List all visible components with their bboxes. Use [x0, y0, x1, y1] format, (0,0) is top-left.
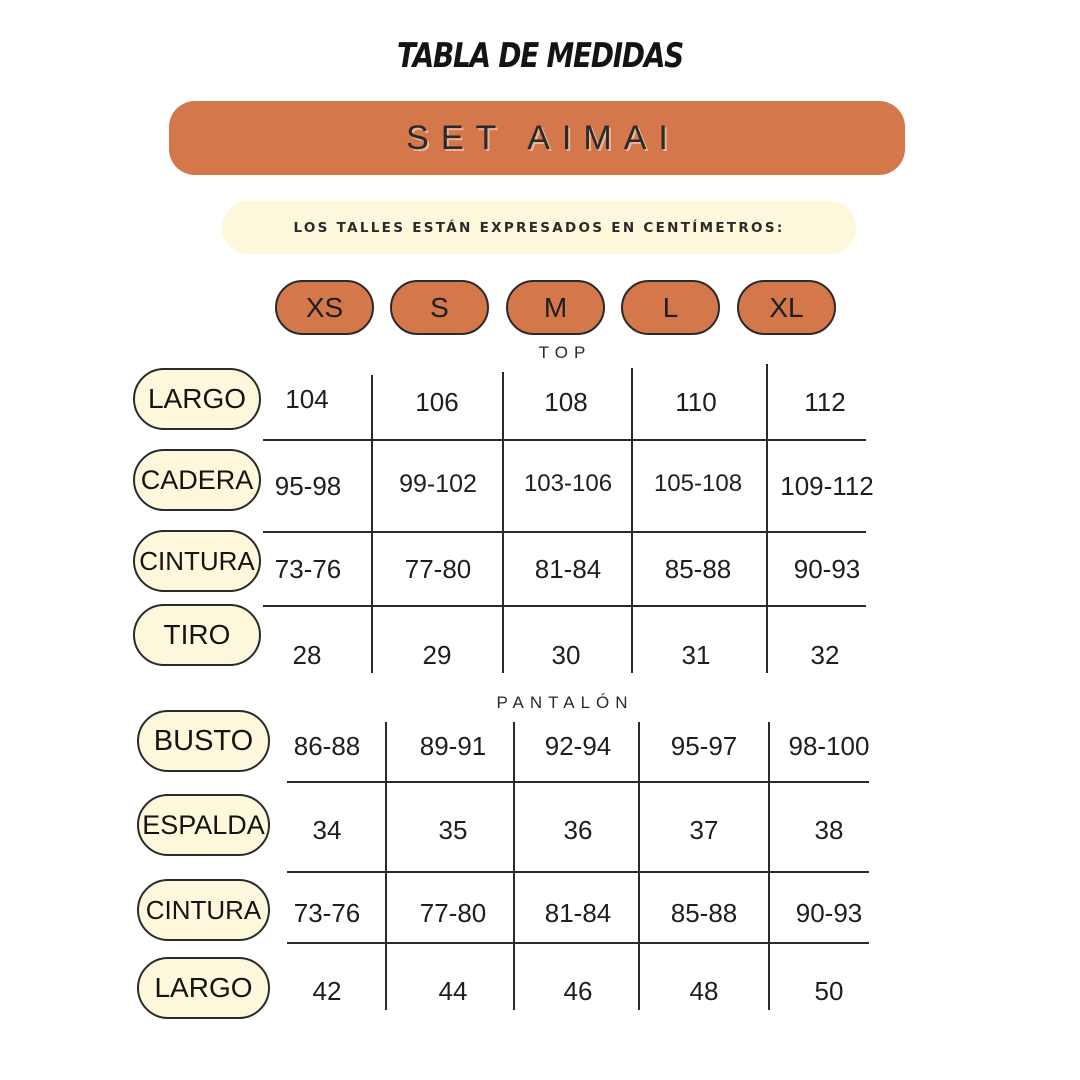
- table-cell: 112: [804, 387, 846, 417]
- row-label-busto: BUSTO: [137, 710, 270, 772]
- product-banner: [169, 101, 905, 175]
- table-cell: 90-93: [793, 554, 861, 584]
- table-divider: [287, 871, 869, 873]
- table-cell: 77-80: [404, 554, 472, 584]
- table-cell: 99-102: [399, 470, 477, 498]
- row-label-cintura: CINTURA: [133, 530, 261, 592]
- table-cell: 110: [675, 387, 717, 417]
- table-divider: [263, 605, 866, 607]
- table-cell: 81-84: [544, 898, 612, 928]
- table-cell: 109-112: [780, 471, 874, 501]
- table-cell: 73-76: [274, 554, 342, 584]
- table-divider: [263, 439, 866, 441]
- table-divider: [287, 781, 869, 783]
- table-cell: 34: [312, 815, 342, 845]
- row-label-largo: LARGO: [137, 957, 270, 1019]
- table-cell: 85-88: [670, 898, 738, 928]
- table-cell: 108: [544, 387, 588, 417]
- row-label-tiro: TIRO: [133, 604, 261, 666]
- units-note-text: LOS TALLES ESTÁN EXPRESADOS EN CENTÍMETROS:: [293, 219, 785, 236]
- table-divider: [263, 531, 866, 533]
- table-cell: 38: [814, 815, 844, 845]
- row-label-cintura: CINTURA: [137, 879, 270, 941]
- table-cell: 98-100: [788, 731, 870, 761]
- table-cell: 35: [438, 815, 468, 845]
- size-header-xs: XS: [275, 280, 374, 335]
- table-cell: 42: [312, 976, 342, 1006]
- table-divider: [287, 942, 869, 944]
- table-cell: 50: [814, 976, 844, 1006]
- table-divider: [385, 722, 387, 1010]
- table-divider: [638, 722, 640, 1010]
- table-cell: 95-98: [274, 471, 342, 501]
- table-cell: 32: [810, 640, 840, 670]
- row-label-cadera: CADERA: [133, 449, 261, 511]
- table-cell: 81-84: [534, 554, 602, 584]
- row-label-largo: LARGO: [133, 368, 261, 430]
- table-cell: 103-106: [523, 470, 613, 497]
- table-divider: [631, 368, 633, 673]
- table-cell: 28: [292, 640, 322, 670]
- table-cell: 95-97: [670, 731, 738, 761]
- table-divider: [766, 364, 768, 673]
- product-name: SET AIMAI: [406, 118, 680, 157]
- table-cell: 73-76: [293, 898, 361, 928]
- table-cell: 46: [563, 976, 593, 1006]
- table-divider: [513, 722, 515, 1010]
- table-cell: 85-88: [664, 554, 732, 584]
- table-divider: [502, 372, 504, 673]
- table-cell: 37: [689, 815, 719, 845]
- table-cell: 77-80: [419, 898, 487, 928]
- table-cell: 105-108: [653, 470, 743, 497]
- table-divider: [768, 722, 770, 1010]
- table-cell: 92-94: [544, 731, 612, 761]
- table-cell: 44: [438, 976, 468, 1006]
- table-cell: 89-91: [419, 731, 487, 761]
- table-cell: 31: [681, 640, 711, 670]
- table-cell: 36: [563, 815, 593, 845]
- table-cell: 104: [285, 384, 329, 414]
- section-label-top: TOP: [538, 343, 592, 362]
- size-header-xl: XL: [737, 280, 836, 335]
- table-cell: 30: [551, 640, 581, 670]
- table-cell: 106: [415, 387, 459, 417]
- size-header-l: L: [621, 280, 720, 335]
- row-label-espalda: ESPALDA: [137, 794, 270, 856]
- table-cell: 48: [689, 976, 719, 1006]
- table-cell: 90-93: [795, 898, 863, 928]
- size-header-m: M: [506, 280, 605, 335]
- section-label-pantalon: PANTALÓN: [496, 693, 634, 712]
- page-title: TABLA DE MEDIDAS: [396, 36, 684, 76]
- table-cell: 86-88: [293, 731, 361, 761]
- units-note: [222, 201, 856, 254]
- table-divider: [371, 375, 373, 673]
- size-header-s: S: [390, 280, 489, 335]
- table-cell: 29: [422, 640, 452, 670]
